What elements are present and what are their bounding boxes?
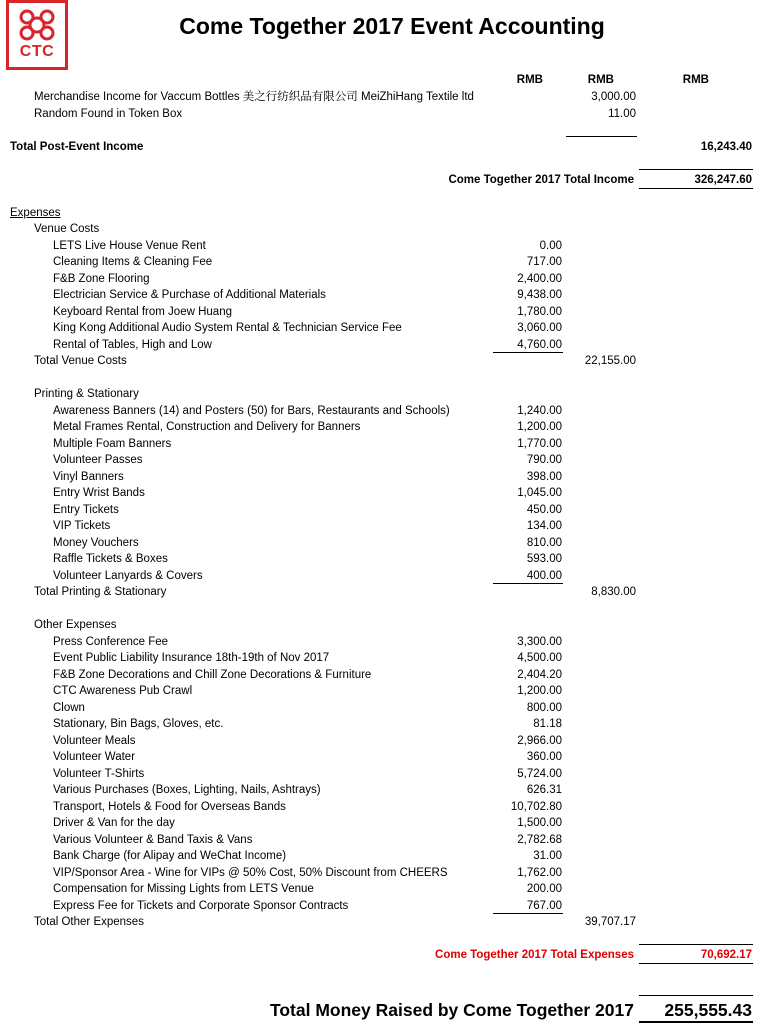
total-post-event-amount: 16,243.40 <box>700 141 752 153</box>
page-title: Come Together 2017 Event Accounting <box>179 13 605 39</box>
expense-item-amount: 4,760.00 <box>517 338 562 351</box>
expense-item-amount: 450.00 <box>526 503 562 516</box>
expense-item-label: VIP Tickets <box>53 520 111 532</box>
total-post-event-label: Total Post-Event Income <box>10 141 144 153</box>
expense-item-amount: 1,200.00 <box>517 685 562 697</box>
expense-item-label: CTC Awareness Pub Crawl <box>53 685 193 697</box>
expense-item-amount: 2,966.00 <box>517 734 562 747</box>
column-header-1: RMB <box>516 74 543 86</box>
section-heading: Other Expenses <box>34 619 117 631</box>
total-income-bottom-rule <box>639 188 753 189</box>
total-expenses-label: Come Together 2017 Total Expenses <box>435 949 634 961</box>
expense-item-amount: 626.31 <box>526 784 562 796</box>
expense-item-label: Driver & Van for the day <box>53 817 175 829</box>
expense-item-label: Volunteer T-Shirts <box>53 767 145 780</box>
expenses-heading: Expenses <box>10 207 61 219</box>
expense-item-amount: 398.00 <box>526 470 562 483</box>
total-raised-amount: 255,555.43 <box>664 1000 752 1020</box>
expense-item-label: Transport, Hotels & Food for Overseas Bands <box>53 800 286 813</box>
section-total-label: Total Venue Costs <box>34 355 127 367</box>
grand-total-top-rule <box>639 995 753 996</box>
section-subtotal-rule <box>493 352 563 353</box>
expense-item-label: Volunteer Meals <box>53 734 136 747</box>
expense-item-amount: 0.00 <box>539 239 562 252</box>
expense-item-label: Raffle Tickets & Boxes <box>53 553 168 565</box>
total-income-amount: 326,247.60 <box>694 174 752 186</box>
expense-item-label: Awareness Banners (14) and Posters (50) for Bars, Restaurants and Schools) <box>53 404 450 417</box>
total-expenses-amount: 70,692.17 <box>700 949 752 961</box>
expense-item-label: Keyboard Rental from Joew Huang <box>53 305 232 318</box>
income-subtotal-rule <box>566 136 637 137</box>
section-heading: Venue Costs <box>34 223 100 235</box>
expense-item-amount: 3,060.00 <box>517 322 562 334</box>
column-header-3: RMB <box>682 74 709 86</box>
section-total-amount: 8,830.00 <box>591 586 636 598</box>
expense-item-amount: 360.00 <box>526 751 562 763</box>
expense-item-label: Press Conference Fee <box>53 635 169 648</box>
section-subtotal-rule <box>493 913 563 914</box>
expense-item-label: Money Vouchers <box>53 536 139 549</box>
expense-item-label: Rental of Tables, High and Low <box>53 338 212 351</box>
expense-item-amount: 593.00 <box>526 553 562 565</box>
grand-total-bottom-rule <box>639 1021 753 1023</box>
expense-item-amount: 1,200.00 <box>517 421 562 433</box>
expense-item-label: King Kong Additional Audio System Rental & Technician Service Fee <box>53 322 402 334</box>
section-total-label: Total Printing & Stationary <box>34 586 167 598</box>
expense-item-amount: 2,782.68 <box>517 833 562 846</box>
expense-item-amount: 1,500.00 <box>517 817 562 829</box>
expense-item-amount: 200.00 <box>526 883 562 895</box>
expense-item-label: VIP/Sponsor Area - Wine for VIPs @ 50% Cost, 50% Discount from CHEERS <box>53 866 448 879</box>
expense-item-label: Event Public Liability Insurance 18th-19th of Nov 2017 <box>53 652 330 664</box>
expense-item-amount: 2,404.20 <box>517 668 562 681</box>
expense-item-amount: 9,438.00 <box>517 289 562 301</box>
expense-item-label: Vinyl Banners <box>53 470 124 483</box>
section-subtotal-rule <box>493 583 563 584</box>
expense-item-amount: 5,724.00 <box>517 767 562 780</box>
expense-item-amount: 1,762.00 <box>517 866 562 879</box>
expense-item-amount: 717.00 <box>526 256 562 268</box>
expense-item-amount: 2,400.00 <box>517 272 562 285</box>
expense-item-amount: 31.00 <box>533 850 562 862</box>
expense-item-amount: 767.00 <box>526 899 562 912</box>
expense-item-amount: 3,300.00 <box>517 635 562 648</box>
expense-item-amount: 1,045.00 <box>517 487 562 499</box>
expense-item-label: Electrician Service & Purchase of Additional Materials <box>53 289 326 301</box>
income-item-amount: 11.00 <box>608 107 636 120</box>
total-raised-label: Total Money Raised by Come Together 2017 <box>269 1000 634 1020</box>
expense-item-label: Volunteer Water <box>53 751 136 763</box>
expense-item-label: Compensation for Missing Lights from LETS Venue <box>53 883 314 895</box>
expense-item-label: Volunteer Passes <box>53 454 143 466</box>
expense-item-label: F&B Zone Decorations and Chill Zone Decorations & Furniture <box>53 668 372 681</box>
expense-item-label: Various Purchases (Boxes, Lighting, Nails, Ashtrays) <box>53 784 321 796</box>
expense-item-amount: 790.00 <box>526 454 562 466</box>
total-income-top-rule <box>639 169 753 170</box>
expense-item-amount: 800.00 <box>526 701 562 714</box>
expense-item-amount: 10,702.80 <box>510 800 562 813</box>
expense-item-label: Clown <box>53 701 85 714</box>
expense-item-label: Bank Charge (for Alipay and WeChat Income) <box>53 850 287 862</box>
expense-item-label: F&B Zone Flooring <box>53 272 150 285</box>
expense-item-amount: 4,500.00 <box>517 652 562 664</box>
income-item-label: Merchandise Income for Vaccum Bottles 美之行纺织品有限公司 MeiZhiHang Textile ltd <box>34 91 474 103</box>
logo-text: CTC <box>19 43 55 60</box>
expense-item-label: LETS Live House Venue Rent <box>53 239 206 252</box>
section-total-amount: 39,707.17 <box>584 916 636 928</box>
expense-item-label: Entry Wrist Bands <box>53 487 145 499</box>
expense-item-amount: 81.18 <box>533 718 562 730</box>
section-heading: Printing & Stationary <box>34 388 139 400</box>
section-total-amount: 22,155.00 <box>584 355 636 367</box>
expense-item-label: Various Volunteer & Band Taxis & Vans <box>53 833 253 846</box>
expense-item-label: Metal Frames Rental, Construction and Delivery for Banners <box>53 421 361 433</box>
income-item-amount: 3,000.00 <box>591 91 636 103</box>
expense-item-label: Express Fee for Tickets and Corporate Sponsor Contracts <box>53 899 349 912</box>
expense-item-amount: 134.00 <box>526 520 562 532</box>
expense-item-label: Stationary, Bin Bags, Gloves, etc. <box>53 718 224 730</box>
total-income-label: Come Together 2017 Total Income <box>448 174 634 186</box>
expense-item-amount: 1,240.00 <box>517 404 562 417</box>
expense-item-amount: 1,780.00 <box>517 305 562 318</box>
expense-item-label: Volunteer Lanyards & Covers <box>53 569 203 582</box>
expense-item-amount: 400.00 <box>526 569 562 582</box>
section-total-label: Total Other Expenses <box>34 916 144 928</box>
expense-item-label: Multiple Foam Banners <box>53 437 172 450</box>
total-expenses-top-rule <box>639 944 753 945</box>
expense-item-amount: 1,770.00 <box>517 437 562 450</box>
column-header-2: RMB <box>587 74 614 86</box>
income-item-label: Random Found in Token Box <box>34 107 183 120</box>
expense-item-label: Cleaning Items & Cleaning Fee <box>53 256 213 268</box>
expense-item-amount: 810.00 <box>526 536 562 549</box>
expense-item-label: Entry Tickets <box>53 503 119 516</box>
total-expenses-bottom-rule <box>639 963 753 964</box>
